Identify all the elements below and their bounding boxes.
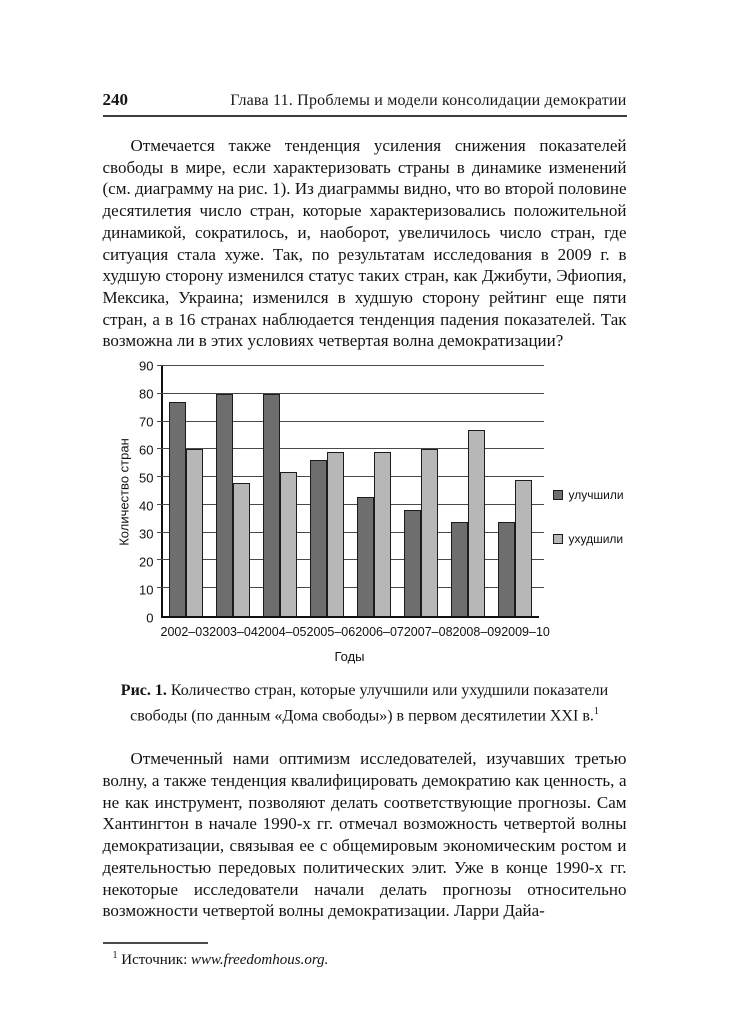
footnote-label: Источник: bbox=[121, 951, 192, 968]
bar-улучшили bbox=[451, 522, 468, 616]
legend-item bbox=[553, 488, 655, 502]
legend-swatch bbox=[553, 490, 563, 500]
legend-swatch bbox=[553, 534, 563, 544]
y-tick-label: 0 bbox=[146, 610, 154, 626]
x-tick-label: 2007–08 bbox=[403, 625, 453, 640]
y-tick-label: 30 bbox=[139, 526, 154, 542]
y-tick-label: 20 bbox=[139, 554, 154, 570]
figure-chart bbox=[115, 358, 655, 665]
bar-ухудшили bbox=[468, 430, 485, 616]
bar-ухудшили bbox=[515, 480, 532, 616]
figure-caption-label: Рис. 1. bbox=[120, 682, 167, 700]
x-axis-title: Годы bbox=[334, 649, 365, 665]
y-tick-label: 60 bbox=[139, 442, 154, 458]
footnote-text bbox=[103, 950, 627, 969]
x-tick-label: 2002–03 bbox=[160, 625, 210, 640]
running-header bbox=[103, 90, 627, 117]
y-tick-label: 90 bbox=[139, 358, 154, 374]
caption-footnote-marker: 1 bbox=[593, 706, 599, 718]
y-axis-title bbox=[115, 366, 133, 618]
y-tick-label: 40 bbox=[139, 498, 154, 514]
bar-ухудшили bbox=[280, 472, 297, 616]
legend-item bbox=[553, 532, 655, 546]
y-axis-ticks bbox=[133, 358, 161, 626]
bar-ухудшили bbox=[374, 452, 391, 616]
y-tick-label: 50 bbox=[139, 470, 154, 486]
chapter-running-title: Глава 11. Проблемы и модели консолидации демократии bbox=[230, 92, 627, 109]
bar-group bbox=[310, 366, 344, 616]
bar-ухудшили bbox=[186, 449, 203, 616]
plot-area bbox=[161, 366, 539, 618]
y-tick-label: 10 bbox=[139, 582, 154, 598]
plot-column bbox=[160, 366, 550, 665]
figure-caption bbox=[112, 680, 617, 726]
footnote-rule bbox=[103, 942, 208, 944]
page-content bbox=[103, 0, 627, 969]
footnote bbox=[103, 942, 627, 969]
bar-group bbox=[216, 366, 250, 616]
bar-group bbox=[404, 366, 438, 616]
bar-улучшили bbox=[216, 394, 233, 616]
bar-улучшили bbox=[357, 497, 374, 616]
bar-group bbox=[451, 366, 485, 616]
bar-улучшили bbox=[498, 522, 515, 616]
y-tick-label: 70 bbox=[139, 414, 154, 430]
chart-legend bbox=[539, 366, 655, 664]
bar-улучшили bbox=[404, 510, 421, 616]
x-tick-label: 2003–04 bbox=[209, 625, 258, 640]
paragraph-2: Отмеченный нами оптимизм исследователей, изучавших третью волну, а также тенденция квалифицировать демократию как ценность, а не как инструмент, позволяют делать соответствующие прогнозы. Сам Хантингтон в начале 1990-х гг. отмечал возможность четвертой волны демократизации, связывая ее с общемировым экономическим ростом и деятельностью передовых политических элит. Уже в конце 1990-х гг. некоторые исследователи начали делать прогнозы относительно возможности четвертой волны демократизации. Ларри Дайа- bbox=[102, 749, 627, 921]
figure-caption-text: Количество стран, которые улучшили или ухудшили показатели свободы (по данным «Дома свободы») в первом десятилетии XXI в. bbox=[130, 682, 609, 725]
footnote-marker: 1 bbox=[112, 949, 118, 961]
y-tick-label: 80 bbox=[139, 386, 154, 402]
bar-улучшили bbox=[263, 394, 280, 616]
x-axis-ticks bbox=[160, 625, 550, 640]
bar-groups bbox=[163, 366, 539, 616]
bar-улучшили bbox=[310, 460, 327, 616]
legend-label: улучшили bbox=[568, 488, 624, 503]
x-tick-label: 2009–10 bbox=[501, 625, 550, 640]
x-tick-label: 2008–09 bbox=[452, 625, 502, 640]
bar-group bbox=[263, 366, 297, 616]
bar-group bbox=[357, 366, 391, 616]
y-axis-title-text: Количество стран bbox=[116, 438, 131, 546]
chart-row bbox=[115, 358, 655, 665]
x-tick-label: 2004–05 bbox=[257, 625, 307, 640]
bar-ухудшили bbox=[233, 483, 250, 616]
page-number: 240 bbox=[102, 90, 128, 109]
bar-ухудшили bbox=[421, 449, 438, 616]
bar-улучшили bbox=[169, 402, 186, 616]
bar-group bbox=[498, 366, 532, 616]
bar-group bbox=[169, 366, 203, 616]
paragraph-1: Отмечается также тенденция усиления снижения показателей свободы в мире, если характеризовать страны в динамике изменений (см. диаграмму на рис. 1). Из диаграммы видно, что во второй половине десятилетия число стран, которые характеризовались положительной динамикой, сократилось, и, наоборот, увеличилось число стран, где ситуация стала хуже. Так, по результатам исследования в 2009 г. в худшую сторону изменился статус таких стран, как Джибути, Эфиопия, Мексика, Украина; изменился в худшую сторону рейтинг еще пяти стран, а в 16 странах наблюдается тенденция падения показателей. Так возможна ли в этих условиях четвертая волна демократизации? bbox=[102, 136, 627, 351]
x-tick-label: 2006–07 bbox=[355, 625, 404, 640]
legend-label: ухудшили bbox=[568, 532, 624, 547]
bar-ухудшили bbox=[327, 452, 344, 616]
x-tick-label: 2005–06 bbox=[306, 625, 356, 640]
footnote-url: www.freedomhous.org. bbox=[191, 951, 329, 968]
